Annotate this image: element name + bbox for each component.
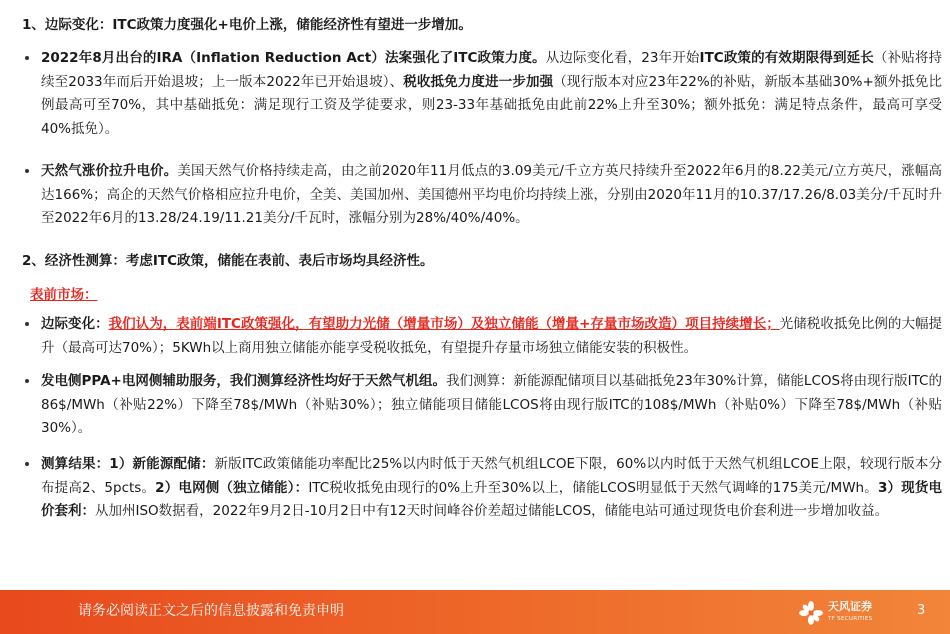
bullet-text: 发电侧PPA+电网侧辅助服务，我们测算经济性均好于天然气机组。我们测算：新能源配储项目以基础抵免23年30%计算，储能LCOS将由现行版ITC的86$/MWh（补贴22%）下降至78$/MWh（补贴30%）；独立储能项目储能LCOS将由现行版ITC的108$/MWh（补贴0%）下降至78$/MWh（补贴30%）。 [41, 373, 942, 436]
bullet-marginal-change [22, 313, 942, 360]
bullet-text: 天然气涨价拉升电价。美国天然气价格持续走高，由之前2020年11月低点的3.09美元/千立方英尺持续升至2022年6月的8.22美元/立方英尺，涨幅高达166%；高企的天然气价格相应拉升电价，全美、美国加州、美国德州平均电价均持续上涨，分别由2020年11月的10.37/17.26/8.03美分/千瓦时升至2022年6月的13.28/24.19/11.21美分/千瓦时，涨幅分别为28%/40%/40%。 [41, 163, 943, 226]
bullet-dot-icon [25, 322, 29, 326]
footer-bar [0, 590, 950, 634]
bullet-calc-results [22, 453, 942, 524]
section-1-heading: 1、边际变化：ITC政策力度强化+电价上涨，储能经济性有望进一步增加。 [22, 17, 472, 33]
tf-securities-logo [798, 598, 908, 628]
bullet-dot-icon [25, 379, 29, 383]
section-2-heading: 2、经济性测算：考虑ITC政策，储能在表前、表后市场均具经济性。 [22, 253, 434, 269]
disclaimer-text: 请务必阅读正文之后的信息披露和免责申明 [78, 603, 344, 619]
logo-cn-text: 天风证券 [828, 600, 872, 613]
front-of-meter-label: 表前市场： [30, 287, 98, 303]
bullet-ppa-economics [22, 370, 942, 441]
bullet-dot-icon [25, 169, 29, 173]
page-number: 3 [917, 603, 926, 618]
bullet-dot-icon [25, 462, 29, 466]
bullet-gas-price [22, 160, 942, 231]
logo-en-text: TF SECURITIES [828, 616, 873, 622]
bullet-dot-icon [25, 56, 29, 60]
tf-flower-icon [798, 600, 824, 626]
bullet-ira-policy [22, 47, 942, 141]
bullet-text: 边际变化：我们认为，表前端ITC政策强化，有望助力光储（增量市场）及独立储能（增量+存量市场改造）项目持续增长；光储税收抵免比例的大幅提升（最高可达70%）；5KWh以上商用独立储能亦能享受税收抵免，有望提升存量市场独立储能安装的积极性。 [41, 316, 943, 356]
bullet-text: 测算结果：1）新能源配储：新版ITC政策储能功率配比25%以内时低于天然气机组LCOE下限，60%以内时低于天然气机组LCOE上限，较现行版本分布提高2、5pcts。2）电网侧（独立储能）：ITC税收抵免由现行的0%上升至30%以上，储能LCOS明显低于天然气调峰的175美元/MWh。3）现货电价套利：从加州ISO数据看，2022年9月2日-10月2日中有12天时间峰谷价差超过储能LCOS，储能电站可通过现货电价套利进一步增加收益。 [41, 456, 942, 519]
bullet-text: 2022年8月出台的IRA（Inflation Reduction Act）法案强化了ITC政策力度。从边际变化看，23年开始ITC政策的有效期限得到延长（补贴将持续至2033年而后开始退坡；上一版本2022年已开始退坡）、税收抵免力度进一步加强（现行版本对应23年22%的补贴，新版本基础30%+额外抵免比例最高可至70%，其中基础抵免：满足现行工资及学徒要求，则23-33年基础抵免由此前22%上升至30%；额外抵免：满足特点条件，最高可享受40%抵免）。 [41, 50, 943, 137]
